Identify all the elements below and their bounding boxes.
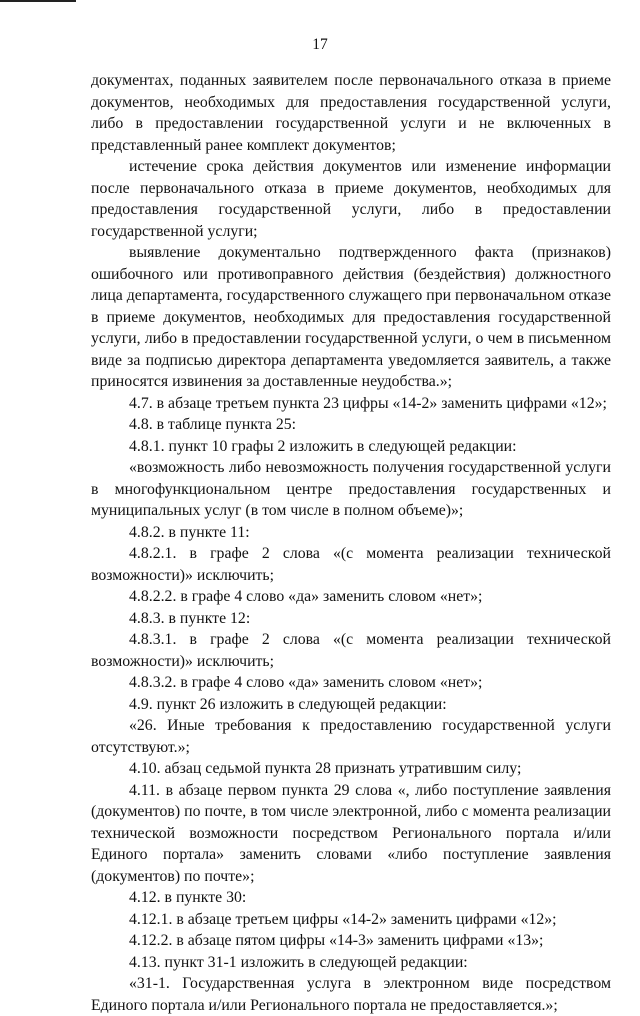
paragraph: истечение срока действия документов или изменение информации после первоначального отказа в приеме документов, необходимых для предоставления государственной услуги, либо в предоставлении государственной услуги; bbox=[91, 158, 611, 240]
paragraph: 4.8.3.1. в графе 2 слова «(с момента реализации технической возможности)» исключить; bbox=[91, 631, 611, 670]
paragraph: 4.8.2.2. в графе 4 слово «да» заменить словом «нет»; bbox=[129, 588, 483, 605]
paragraph: 4.8.2. в пункте 11: bbox=[129, 523, 250, 541]
paragraph: 4.12. в пункте 30: bbox=[129, 889, 247, 906]
paragraph: 4.11. в абзаце первом пункта 29 слова «, либо поступление заявления (документов) по почте, в том числе электронной, либо с момента реализации технической возможности посредством Регионального портала и/или Единого портала» заменить словами «либо поступление заявления (документов) по почте»; bbox=[91, 781, 611, 885]
corner-rule bbox=[0, 0, 76, 2]
paragraph: «возможность либо невозможность получения государственной услуги в многофункциональном центре предоставления государственных и муниципальных услуг (в том числе в полном объеме)»; bbox=[91, 459, 611, 519]
paragraph: документах, поданных заявителем после первоначального отказа в приеме документов, необходимых для предоставления государственной услуги, либо в предоставлении государственной услуги и не включенных в представленный ранее комплект документов; bbox=[91, 72, 611, 154]
paragraph: 4.8.2.1. в графе 2 слова «(с момента реализации технической возможности)» исключить; bbox=[91, 545, 611, 584]
paragraph: 4.8.3. в пункте 12: bbox=[129, 609, 251, 627]
paragraph: 4.7. в абзаце третьем пункта 23 цифры «14-2» заменить цифрами «12»; bbox=[129, 394, 607, 412]
page-number: 17 bbox=[312, 36, 328, 53]
paragraph: 4.8.3.2. в графе 4 слово «да» заменить словом «нет»; bbox=[129, 674, 483, 691]
paragraph: 4.10. абзац седьмой пункта 28 признать утратившим силу; bbox=[129, 760, 522, 777]
paragraph: 4.9. пункт 26 изложить в следующей редакции: bbox=[129, 695, 447, 713]
paragraph: выявление документально подтвержденного факта (признаков) ошибочного или противоправного действия (бездействия) должностного лица департамента, государственного служащего при первоначальном отказе в приеме документов, необходимых для предоставления государственной услуги, либо в предоставлении государственной услуги, о чем в письменном виде за подписью директора департамента уведомляется заявитель, а также приносятся извинения за доставленные неудобства.»; bbox=[91, 244, 611, 390]
paragraph: 4.13. пункт 31-1 изложить в следующей редакции: bbox=[129, 953, 468, 971]
document-body bbox=[91, 70, 611, 1016]
paragraph: 4.12.2. в абзаце пятом цифры «14-3» заменить цифрами «13»; bbox=[129, 932, 544, 949]
paragraph: «31-1. Государственная услуга в электронном виде посредством Единого портала и/или Регионального портала не предоставляется.»; bbox=[91, 975, 611, 1014]
paragraph: 4.8. в таблице пункта 25: bbox=[129, 416, 297, 433]
paragraph: «26. Иные требования к предоставлению государственной услуги отсутствуют.»; bbox=[91, 717, 611, 756]
paragraph: 4.8.1. пункт 10 графы 2 изложить в следующей редакции: bbox=[129, 437, 517, 455]
paragraph: 4.12.1. в абзаце третьем цифры «14-2» заменить цифрами «12»; bbox=[129, 910, 557, 928]
